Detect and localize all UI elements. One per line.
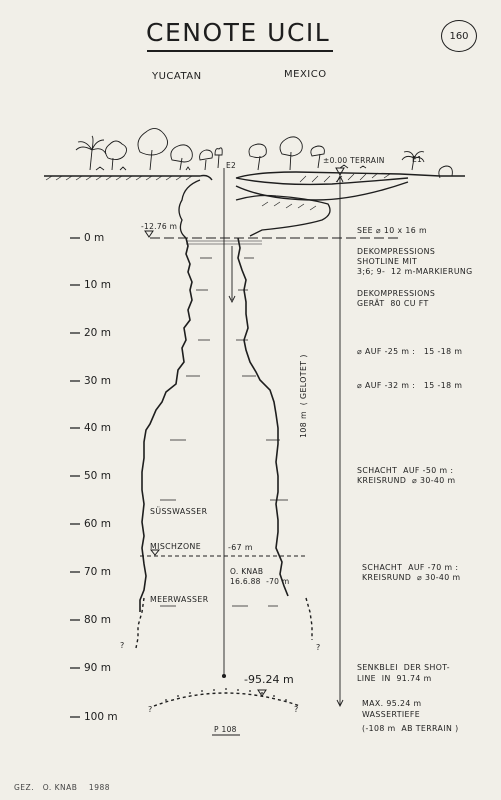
device-note-line2: GERÄT 80 CU FT: [357, 299, 429, 308]
max-depth-note-line2: WASSERTIEFE: [362, 710, 421, 719]
entrance-1-label: E1: [412, 155, 423, 164]
region-label: YUCATAN: [152, 71, 202, 82]
depth-ticks: [70, 238, 80, 717]
vegetation-group: [76, 128, 452, 178]
shotline-note-line1: DEKOMPRESSIONS: [357, 247, 436, 256]
author-footer: GEZ. O. KNAB 1988: [14, 783, 111, 792]
sinker-note-line2: LINE IN 91.74 m: [357, 674, 432, 683]
salt-water-label: MEERWASSER: [150, 595, 209, 604]
widening-32-note: ⌀ AUF -32 m : 15 -18 m: [357, 381, 463, 390]
water-surface-offset: -12.76 m: [141, 222, 178, 231]
terrain-label: ±0.00 TERRAIN: [323, 156, 385, 165]
svg-text:?: ?: [316, 643, 321, 652]
shaft-50-note-line2: KREISRUND ⌀ 30-40 m: [357, 476, 456, 485]
depth-label: 80 m: [84, 614, 111, 626]
max-depth-note-line3: (-108 m AB TERRAIN ): [362, 724, 459, 733]
profile-label: P 108: [214, 725, 237, 734]
shotline-note-line3: 3;6; 9- 12 m-MARKIERUNG: [357, 267, 473, 276]
upper-chamber: [179, 180, 330, 238]
shotline-note-line2: SHOTLINE MIT: [357, 257, 418, 266]
bottom-sediment: [165, 688, 287, 701]
depth-label: 30 m: [84, 375, 111, 387]
depth-arrow: [337, 176, 343, 706]
svg-text:?: ?: [294, 705, 299, 714]
shot-line: [222, 168, 235, 678]
svg-text:?: ?: [120, 641, 125, 650]
depth-label: 90 m: [84, 662, 111, 674]
diver-name: O. KNAB: [230, 567, 264, 576]
depth-label: 100 m: [84, 711, 118, 723]
max-depth-note-line1: MAX. 95.24 m: [362, 699, 422, 708]
depth-label: 0 m: [84, 232, 105, 244]
country-label: MEXICO: [284, 69, 327, 80]
depth-label: 10 m: [84, 279, 111, 291]
mixing-zone-depth: -67 m: [228, 543, 253, 552]
diver-date-depth: 16.6.88 -70 m: [230, 577, 290, 586]
depth-label: 50 m: [84, 470, 111, 482]
shaft-70-note-line1: SCHACHT AUF -70 m :: [362, 563, 459, 572]
entrance-2-label: E2: [226, 161, 237, 170]
depth-label: 20 m: [84, 327, 111, 339]
page-title: CENOTE UCIL: [146, 18, 331, 47]
shaft-70-note-line2: KREISRUND ⌀ 30-40 m: [362, 573, 461, 582]
mixing-zone-label: MISCHZONE: [150, 542, 202, 551]
total-depth-label: 108 m ( GELOTET ): [299, 354, 308, 438]
fresh-water-label: SÜSSWASSER: [150, 507, 208, 516]
bottom-depth-label: -95.24 m: [244, 673, 294, 686]
terrain-level-marker: [336, 168, 344, 175]
page-number: 160: [449, 30, 469, 42]
lake-size-note: SEE ⌀ 10 x 16 m: [357, 226, 427, 235]
depth-label: 70 m: [84, 566, 111, 578]
device-note-line1: DEKOMPRESSIONS: [357, 289, 436, 298]
shaft-50-note-line1: SCHACHT AUF -50 m :: [357, 466, 454, 475]
depth-label: 60 m: [84, 518, 111, 530]
depth-label: 40 m: [84, 422, 111, 434]
sinker-note-line1: SENKBLEI DER SHOT-: [357, 663, 450, 672]
widening-25-note: ⌀ AUF -25 m : 15 -18 m: [357, 347, 463, 356]
svg-text:?: ?: [148, 705, 153, 714]
